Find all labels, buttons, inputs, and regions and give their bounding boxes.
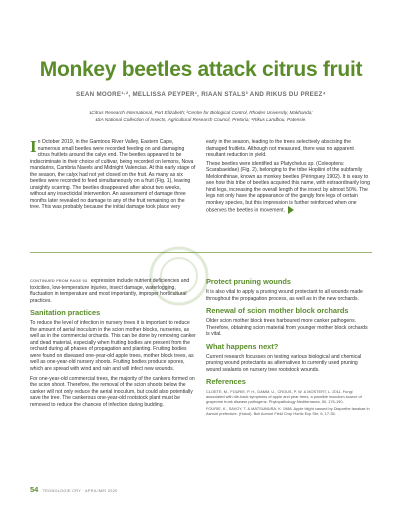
publication-name: TEGNOLOGIE CRY · APRIL/MEI 2020	[42, 489, 118, 493]
continued-label: CONTINUED FROM PAGE 53	[30, 278, 88, 283]
main-left-column	[30, 278, 196, 411]
reference-item: FOURIE, K., SAVOY, T. & MATSUMURA, K. 1988. Apple blight caused by Diaporthe tanakae in Asmori prefecture. (Hokoi). Bull Aomori Field Crop Hortic Exp Stn, 6, 17-35.	[206, 406, 370, 417]
references-heading: References	[206, 377, 246, 387]
main-right-column	[206, 278, 372, 418]
intro-section	[30, 139, 372, 253]
renewal-paragraph: Older scion mother block trees harboured more canker pathogens. Therefore, obtaining scion material from younger mother block orchards is vital.	[206, 318, 368, 338]
main-section	[30, 278, 372, 478]
continue-arrow-icon	[288, 206, 294, 214]
affiliation-line-2	[30, 117, 372, 123]
intro-paragraph	[206, 161, 372, 215]
continued-paragraph	[30, 278, 196, 304]
next-paragraph: Current research focusses on testing various biological and chemical pruning wound protectants as alternatives to currently used pruning wound sealants on nursery tree rootstock wounds.	[206, 353, 362, 373]
intro-left-column	[30, 139, 196, 213]
affiliation-number: 3	[95, 118, 98, 122]
intro-paragraph: early in the season, leading to the trees selectively abscising the damaged fruitlets. Although not measured, there was no apparent resultant reduction in yield.	[206, 139, 354, 159]
protect-paragraph: It is also vital to apply a pruning wound protectant to all wounds made throughout the propagation process, as well as in the new orchards.	[206, 289, 363, 302]
drop-cap: I	[30, 137, 37, 156]
article-title: Monkey beetles attack citrus fruit	[39, 58, 363, 81]
affiliation-text: SA National Collection of Insects, Agricultural Research Council, Pretoria; ⁴Rikus Landbou, Patensie.	[97, 117, 307, 122]
affiliation-line-1	[30, 110, 372, 116]
affiliation-text: Citrus Research International, Port Elizabeth; ²Centre for Biological Control, Rhodes University, Makhanda;	[91, 110, 313, 115]
page-number: 54	[30, 485, 39, 494]
reference-item: CLOETE, M., FOURIE, P. H., DAMM, U., CROUS, P. W. & MOSTERT, L. 2011. Fungi associated with die-back symptoms of apple and pear trees, a possible inoculum source of grapevine trunk disease pathogens. Phytopathology Mediterranea, 50, 176-190.	[206, 389, 362, 405]
sanitation-paragraph: For one-year-old commercial trees, the majority of the cankers formed on the scion shoot. Therefore, the removal of the scion shoots below the canker will not only reduce the aerial inoculum, but could also potentially save the tree. The cankerous one-year-old rootstock plant must be removed to reduce the chances of infection during budding.	[30, 375, 195, 408]
page-footer	[30, 485, 372, 495]
next-heading: What happens next?	[206, 341, 279, 351]
renewal-heading: Renewal of scion mother block orchards	[206, 306, 349, 316]
sanitation-paragraph: To reduce the level of infection in nursery trees it is important to reduce the amount of aerial inoculum in the scion mother blocks, nurseries, as well as in the commercial orchards. This can be done by removing canker and dead material, especially when fruiting bodies are present from the orchard during all phases of propagation and planting. Fruiting bodies were found on diseased one-year-old apple trees, mother block trees, as well as one-year-old nursery shoots. Fruiting bodies produce spores, which are spread with wind and rain and will infect new wounds.	[30, 320, 196, 373]
protect-heading: Protect pruning wounds	[206, 277, 291, 286]
affiliation-number: 1	[89, 111, 92, 115]
references-list	[206, 389, 372, 416]
continued-text: expression include nutrient deficiencies and toxicities, low-temperature injuries, insect damage, waterlogging, fluctuation in temperature and most importantly, improper horticultural practices.	[30, 278, 190, 304]
intro-text: These beetles were identified as Platychelus sp. (Coleoptera: Scarabaeidae) (Fig. 2), belonging to the tribe Hopliini of the subfamily Melolonthinae, known as monkey beetles (Péringuey 1902). It is easy to see how this tribe of beetles acquired this name, with extraordinarily long hind legs, increasing the overall length of the insect by almost 50%. The legs not only have the appearance of the gangly fore legs of certain monkey species, but this impression is further reinforced when one observes the beetles in movement.	[206, 160, 370, 214]
intro-right-column	[206, 139, 372, 216]
intro-text: n October 2019, in the Gamtoos River Valley, Eastern Cape, numerous small beetles were recorded feeding on and damaging citrus fruitlets around the calyx end. The beetles appeared to be indiscriminate in their choice of cultivar, being recorded on lemons, Nova mandarins, Cambria Navels and Midnight Valencias. At this early stage of the season, the calyx had not yet closed on the fruit. As many as six beetles were recorded to feed simultaneously on a fruit (Fig. 1), leaving unsightly scarring. The beetles disappeared after about two weeks, without any insecticidal intervention. An assessment of damage three months later revealed no damage to any of the fruit remaining on the tree. This was probably because the initial damage took place very	[30, 139, 196, 211]
intro-paragraph	[30, 139, 196, 211]
sanitation-heading: Sanitation practices	[30, 308, 101, 318]
article-authors: SEAN MOORE¹·², MELLISSA PEYPER¹, RIAAN STALS³ AND RIKUS DU PREEZ⁴	[76, 91, 326, 98]
